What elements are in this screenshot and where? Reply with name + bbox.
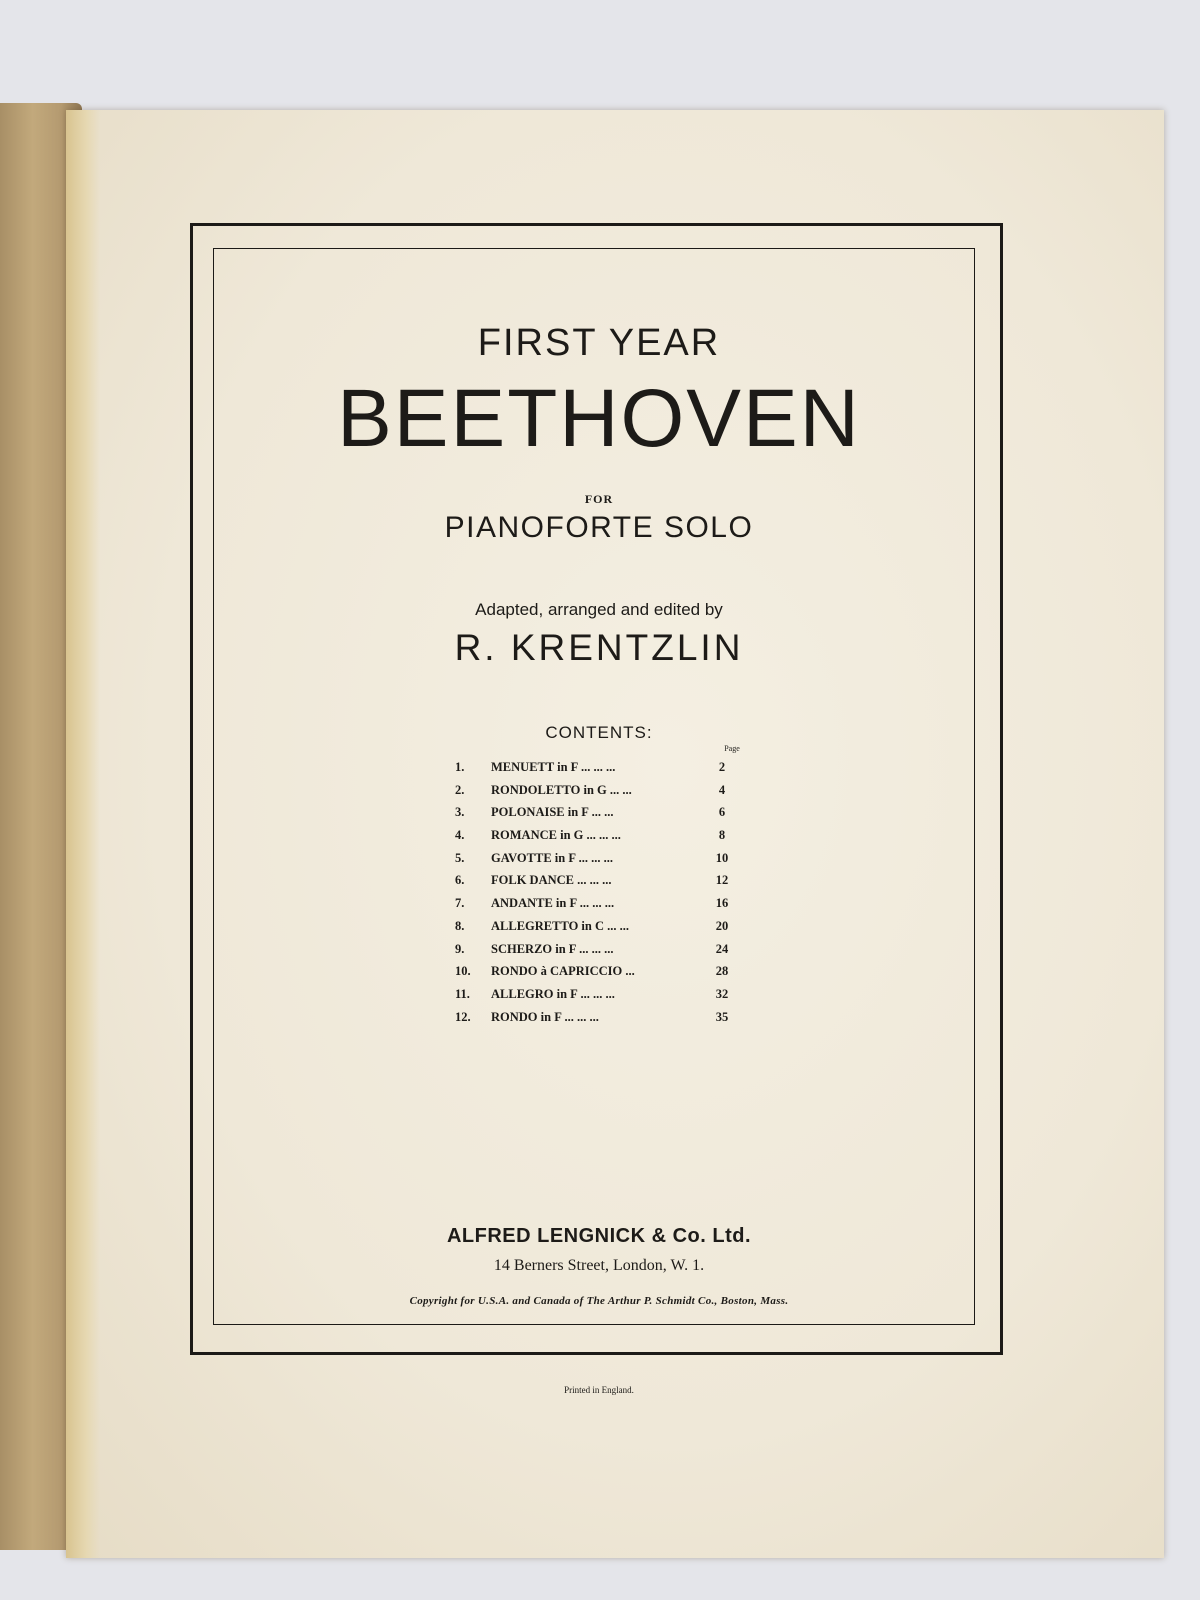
item-number: 1.	[455, 760, 465, 774]
item-number: 12.	[455, 1009, 471, 1024]
item-page: 6	[718, 805, 726, 820]
item-number: 9.	[455, 941, 465, 956]
credits-adapted: Adapted, arranged and edited by	[475, 600, 723, 619]
item-number: 10.	[455, 964, 471, 979]
item-number: 7.	[455, 896, 465, 911]
publisher-name: ALFRED LENGNICK & Co. Ltd.	[446, 1225, 752, 1247]
list-item	[455, 851, 755, 874]
instrument-title: PIANOFORTE SOLO	[444, 511, 754, 544]
item-number: 3.	[455, 805, 465, 820]
item-page: 28	[715, 964, 729, 979]
item-number: 11.	[455, 986, 470, 1001]
item-number: 5.	[455, 850, 465, 865]
list-item	[455, 805, 755, 828]
item-title: ANDANTE in F ... ... ...	[491, 896, 615, 911]
item-number: 8.	[455, 918, 465, 933]
item-page: 8	[718, 828, 726, 843]
item-page: 4	[718, 782, 726, 797]
item-title: GAVOTTE in F ... ... ...	[491, 850, 613, 865]
item-page: 10	[715, 850, 729, 865]
title-for: FOR	[584, 492, 614, 506]
list-item	[455, 783, 755, 806]
item-title: RONDOLETTO in G ... ...	[491, 782, 632, 797]
list-item	[455, 896, 755, 919]
item-page: 16	[715, 896, 729, 911]
list-item	[455, 919, 755, 942]
item-title: ALLEGRO in F ... ... ...	[491, 986, 615, 1001]
item-number: 6.	[455, 873, 465, 888]
page-column-label: Page	[724, 744, 740, 753]
main-title: BEETHOVEN	[337, 373, 861, 464]
list-item	[455, 828, 755, 851]
item-title: MENUETT in F ... ... ...	[491, 760, 616, 774]
item-page: 2	[718, 760, 726, 774]
list-item	[455, 987, 755, 1010]
item-title: RONDO in F ... ... ...	[491, 1009, 599, 1024]
item-page: 24	[715, 941, 729, 956]
list-item	[455, 760, 755, 783]
printed-in-note: Printed in England.	[564, 1385, 634, 1395]
item-title: ALLEGRETTO in C ... ...	[491, 918, 630, 933]
item-title: RONDO à CAPRICCIO ...	[491, 964, 635, 979]
list-item	[455, 964, 755, 987]
item-page: 12	[715, 873, 729, 888]
publisher-address: 14 Berners Street, London, W. 1.	[493, 1257, 705, 1274]
editor-name: R. KRENTZLIN	[454, 627, 744, 668]
list-item	[455, 873, 755, 896]
item-title: SCHERZO in F ... ... ...	[491, 941, 614, 956]
title-line-1: FIRST YEAR	[477, 322, 721, 364]
list-item	[455, 942, 755, 965]
contents-heading: CONTENTS:	[545, 723, 653, 742]
item-page: 20	[715, 918, 729, 933]
item-page: 35	[715, 1009, 729, 1024]
item-number: 2.	[455, 782, 465, 797]
item-number: 4.	[455, 828, 465, 843]
contents-list	[455, 760, 755, 1032]
item-title: POLONAISE in F ... ...	[491, 805, 614, 820]
item-title: FOLK DANCE ... ... ...	[491, 873, 612, 888]
copyright-notice: Copyright for U.S.A. and Canada of The Arthur P. Schmidt Co., Boston, Mass.	[409, 1295, 789, 1307]
item-title: ROMANCE in G ... ... ...	[491, 828, 621, 843]
list-item	[455, 1010, 755, 1033]
item-page: 32	[715, 986, 729, 1001]
